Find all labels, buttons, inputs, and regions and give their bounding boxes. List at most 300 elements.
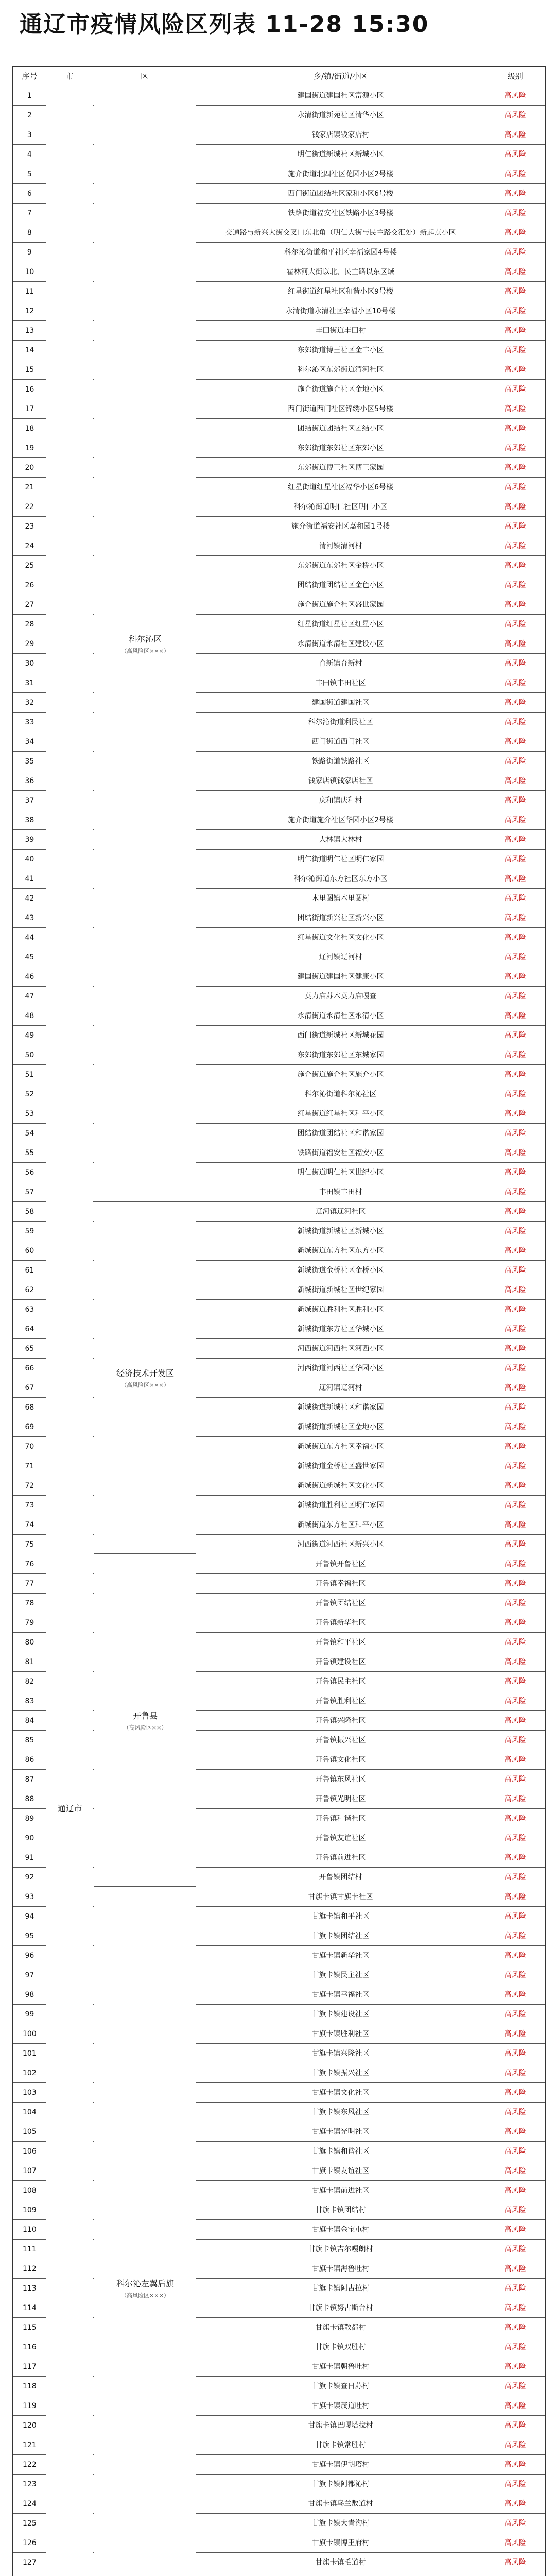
- row-level: 高风险: [504, 385, 526, 394]
- row-seq: 125: [13, 2514, 46, 2533]
- row-level: 高风险: [504, 2147, 526, 2156]
- row-level: [485, 2572, 545, 2576]
- row-seq: 48: [13, 1006, 46, 1025]
- row-seq: 1: [13, 86, 46, 105]
- row-area: 科尔沁区东郊街道清河社区: [196, 360, 486, 379]
- row-seq: 49: [13, 1026, 46, 1045]
- row-level: 高风险: [504, 972, 526, 981]
- row-area: 甘旗卡镇吉尔嘎朗村: [196, 2240, 486, 2259]
- row-area: 甘旗卡镇常胜村: [196, 2435, 486, 2454]
- row-seq: 7: [13, 204, 46, 223]
- row-area: 新城街道东方社区和平小区: [196, 1515, 486, 1534]
- row-seq: 45: [13, 947, 46, 967]
- row-seq: 62: [13, 1280, 46, 1299]
- row-level: 高风险: [504, 2421, 526, 2430]
- row-area: 甘旗卡镇和平社区: [196, 1907, 486, 1926]
- row-level: 高风险: [504, 2010, 526, 2019]
- row-area: 甘旗卡镇建设社区: [196, 2005, 486, 2024]
- district-merged-cell: [94, 1887, 196, 2576]
- row-seq: 60: [13, 1241, 46, 1260]
- row-level: 高风险: [504, 1031, 526, 1040]
- row-seq: 31: [13, 673, 46, 692]
- row-seq: 51: [13, 1065, 46, 1084]
- row-seq: 67: [13, 1378, 46, 1397]
- row-area: 铁路街道福安社区铁路小区3号楼: [196, 204, 486, 223]
- row-seq: 24: [13, 536, 46, 555]
- row-area: 建国街道建国社区富源小区: [196, 86, 486, 105]
- row-seq: 96: [13, 1946, 46, 1965]
- row-level: 高风险: [504, 874, 526, 883]
- row-area: 开鲁镇前进社区: [196, 1848, 486, 1867]
- row-area: 开鲁镇振兴社区: [196, 1731, 486, 1750]
- row-area: 明仁街道明仁社区世纪小区: [196, 1163, 486, 1182]
- row-seq: 113: [13, 2279, 46, 2298]
- row-area: 新城街道新城社区和谐家园: [196, 1398, 486, 1417]
- row-level: 高风险: [504, 1853, 526, 1862]
- row-seq: 100: [13, 2024, 46, 2043]
- col-area: 乡/镇/街道/小区: [196, 67, 486, 86]
- row-level: 高风险: [504, 2049, 526, 2058]
- row-level: 高风险: [504, 2069, 526, 2077]
- row-level: 高风险: [504, 463, 526, 472]
- row-level: 高风险: [504, 2303, 526, 2312]
- row-seq: 88: [13, 1789, 46, 1808]
- row-area: 科尔沁街道利民社区: [196, 713, 486, 732]
- row-seq: 40: [13, 850, 46, 869]
- row-area: 育新镇育新村: [196, 654, 486, 673]
- row-seq: 19: [13, 438, 46, 457]
- row-seq: 30: [13, 654, 46, 673]
- row-area: 甘旗卡镇努古斯台村: [196, 2298, 486, 2317]
- row-level: 高风险: [504, 718, 526, 726]
- row-seq: 41: [13, 869, 46, 888]
- row-area: 甘旗卡镇散都村: [196, 2318, 486, 2337]
- row-level: 高风险: [504, 1931, 526, 1940]
- row-level: 高风险: [504, 91, 526, 100]
- row-seq: 84: [13, 1711, 46, 1730]
- row-area: 科尔沁街道和平社区幸福家园4号楼: [196, 243, 486, 262]
- row-level: 高风险: [504, 2538, 526, 2547]
- row-seq: 29: [13, 634, 46, 653]
- row-level: 高风险: [504, 1560, 526, 1568]
- row-level: 高风险: [504, 502, 526, 511]
- row-level: 高风险: [504, 1462, 526, 1470]
- district-note: （高风险区××）: [123, 1724, 167, 1731]
- row-level: 高风险: [504, 561, 526, 570]
- row-seq: 21: [13, 478, 46, 497]
- row-level: 高风险: [504, 1481, 526, 1490]
- row-seq: 75: [13, 1535, 46, 1554]
- row-level: 高风险: [504, 1129, 526, 1138]
- row-area: 开鲁镇文化社区: [196, 1750, 486, 1769]
- row-area: 施介街道施介社区金地小区: [196, 380, 486, 399]
- district-note: （高风险区×××）: [121, 647, 169, 654]
- row-seq: 110: [13, 2220, 46, 2239]
- row-seq: 27: [13, 595, 46, 614]
- row-area: 新城街道金桥社区盛世家园: [196, 1456, 486, 1476]
- row-area: 科尔沁街道东方社区东方小区: [196, 869, 486, 888]
- row-level: 高风险: [504, 424, 526, 433]
- col-district: 区: [93, 67, 196, 86]
- row-seq: 95: [13, 1926, 46, 1945]
- row-area: 开鲁镇民主社区: [196, 1672, 486, 1691]
- row-seq: 103: [13, 2083, 46, 2102]
- row-area: 施介街道施介社区华园小区2号楼: [196, 810, 486, 829]
- row-seq: 5: [13, 164, 46, 183]
- row-level: 高风险: [504, 639, 526, 648]
- row-area: 建国街道建国社区: [196, 693, 486, 712]
- row-seq: 18: [13, 419, 46, 438]
- row-level: 高风险: [504, 1677, 526, 1686]
- row-area: 新城街道新城社区文化小区: [196, 1476, 486, 1495]
- row-seq: 117: [13, 2357, 46, 2376]
- row-level: 高风险: [504, 835, 526, 844]
- row-area: 团结街道团结社区团结小区: [196, 419, 486, 438]
- row-level: 高风险: [504, 2206, 526, 2214]
- row-seq: 90: [13, 1828, 46, 1848]
- row-seq: 50: [13, 1045, 46, 1064]
- row-area: 甘旗卡镇民主社区: [196, 1965, 486, 1985]
- row-level: 高风险: [504, 1109, 526, 1118]
- row-seq: 123: [13, 2475, 46, 2494]
- row-level: 高风险: [504, 522, 526, 531]
- row-level: 高风险: [504, 287, 526, 296]
- row-seq: 43: [13, 908, 46, 927]
- row-seq: 99: [13, 2005, 46, 2024]
- row-area: 甘旗卡镇朝鲁吐村: [196, 2357, 486, 2376]
- row-level: 高风险: [504, 1227, 526, 1235]
- row-area: 明仁街道新城社区新城小区: [196, 145, 486, 164]
- city-merged-cell: 通辽市: [46, 86, 93, 2576]
- row-seq: 66: [13, 1359, 46, 1378]
- row-seq: 16: [13, 380, 46, 399]
- row-area: 东郊街道博王社区博王家园: [196, 458, 486, 477]
- district-merged-cell: [94, 1554, 196, 1887]
- row-seq: 10: [13, 262, 46, 281]
- row-level: 高风险: [504, 1501, 526, 1510]
- row-seq: 80: [13, 1633, 46, 1652]
- row-area: 甘旗卡镇毛道村: [196, 2553, 486, 2572]
- row-area: 东郊街道东郊社区东城家园: [196, 1045, 486, 1064]
- row-seq: 82: [13, 1672, 46, 1691]
- row-area: 开鲁镇新华社区: [196, 1613, 486, 1632]
- row-level: 高风险: [504, 894, 526, 903]
- row-area: 开鲁镇团结社区: [196, 1594, 486, 1613]
- row-level: 高风险: [504, 2460, 526, 2469]
- row-area: 永清街道永清社区建设小区: [196, 634, 486, 653]
- row-level: 高风险: [504, 1990, 526, 1999]
- row-level: 高风险: [504, 483, 526, 492]
- district-name: 科尔沁区: [128, 634, 162, 644]
- row-level: 高风险: [504, 913, 526, 922]
- row-seq: 79: [13, 1613, 46, 1632]
- row-area: 甘旗卡镇团结社区: [196, 1926, 486, 1945]
- row-area: 甘旗卡镇大青沟村: [196, 2514, 486, 2533]
- row-level: 高风险: [504, 1207, 526, 1216]
- row-area: 甘旗卡镇团结村: [196, 2200, 486, 2219]
- row-area: 东郊街道东郊社区金桥小区: [196, 556, 486, 575]
- row-seq: 55: [13, 1143, 46, 1162]
- row-level: 高风险: [504, 953, 526, 961]
- row-area: 甘旗卡镇兴隆社区: [196, 2044, 486, 2063]
- row-level: 高风险: [504, 365, 526, 374]
- row-level: 高风险: [504, 2323, 526, 2332]
- row-area: 钱家店镇钱家店村: [196, 125, 486, 144]
- row-level: 高风险: [504, 2382, 526, 2391]
- row-seq: 36: [13, 771, 46, 790]
- row-seq: 17: [13, 399, 46, 418]
- row-area: 红星街道红星社区福华小区6号楼: [196, 478, 486, 497]
- row-seq: 65: [13, 1339, 46, 1358]
- row-level: 高风险: [504, 933, 526, 942]
- row-area: 丰田镇丰田村: [196, 1182, 486, 1201]
- row-area: 新城街道东方社区东方小区: [196, 1241, 486, 1260]
- row-area: 开鲁镇团结村: [196, 1868, 486, 1887]
- row-level: 高风险: [504, 1050, 526, 1059]
- row-level: 高风险: [504, 1951, 526, 1960]
- row-seq: 112: [13, 2259, 46, 2278]
- row-level: 高风险: [504, 1011, 526, 1020]
- row-level: 高风险: [504, 1794, 526, 1803]
- row-area: 甘旗卡镇光明社区: [196, 2122, 486, 2141]
- row-seq: 13: [13, 321, 46, 340]
- row-area: 建国街道建国社区健康小区: [196, 967, 486, 986]
- row-seq: 107: [13, 2161, 46, 2180]
- row-seq: 85: [13, 1731, 46, 1750]
- row-level: 高风险: [504, 2029, 526, 2038]
- row-seq: 38: [13, 810, 46, 829]
- row-seq: 64: [13, 1319, 46, 1338]
- row-level: 高风险: [504, 1168, 526, 1177]
- district-name: 开鲁县: [132, 1710, 158, 1721]
- row-seq: 42: [13, 889, 46, 908]
- row-seq: 57: [13, 1182, 46, 1201]
- row-area: 甘旗卡镇和谐社区: [196, 2142, 486, 2161]
- row-level: 高风险: [504, 698, 526, 707]
- row-seq: 120: [13, 2416, 46, 2435]
- row-seq: 119: [13, 2396, 46, 2415]
- row-level: 高风险: [504, 1070, 526, 1079]
- row-seq: 72: [13, 1476, 46, 1495]
- row-seq: 34: [13, 732, 46, 751]
- row-level: 高风险: [504, 267, 526, 276]
- row-area: 莫力庙苏木莫力庙嘎查: [196, 987, 486, 1006]
- row-area: 开鲁镇胜利社区: [196, 1691, 486, 1710]
- row-level: 高风险: [504, 1716, 526, 1725]
- row-level: 高风险: [504, 1364, 526, 1372]
- row-seq: 101: [13, 2044, 46, 2063]
- row-area: 永清街道永清社区幸福小区10号楼: [196, 301, 486, 320]
- row-seq: 61: [13, 1261, 46, 1280]
- row-area: 新城街道新城社区新城小区: [196, 1222, 486, 1241]
- row-level: 高风险: [504, 620, 526, 629]
- row-area: 河西街道河西社区河西小区: [196, 1339, 486, 1358]
- row-level: 高风险: [504, 2127, 526, 2136]
- district-note: （高风险区×××）: [121, 1381, 169, 1388]
- row-level: 高风险: [504, 581, 526, 589]
- row-seq: 70: [13, 1437, 46, 1456]
- row-seq: 71: [13, 1456, 46, 1476]
- row-seq: 81: [13, 1652, 46, 1671]
- row-seq: 104: [13, 2103, 46, 2122]
- row-area: 甘旗卡镇茂道吐村: [196, 2396, 486, 2415]
- row-level: 高风险: [504, 1579, 526, 1588]
- district-note: （高风险区×××）: [121, 2292, 169, 2299]
- row-level: 高风险: [504, 1599, 526, 1607]
- district-name: 经济技术开发区: [116, 1368, 174, 1378]
- page-title: 通辽市疫情风险区列表 11-28 15:30: [20, 11, 429, 38]
- row-area: 木里图镇木里图村: [196, 889, 486, 908]
- row-seq: 106: [13, 2142, 46, 2161]
- row-seq: 11: [13, 282, 46, 301]
- row-level: 高风险: [504, 2108, 526, 2116]
- row-area: 丰田镇丰田社区: [196, 673, 486, 692]
- row-seq: 78: [13, 1594, 46, 1613]
- row-seq: 44: [13, 928, 46, 947]
- row-area: 甘旗卡镇甘旗卡社区: [196, 1887, 486, 1906]
- row-area: 东郊街道东郊社区东郊小区: [196, 438, 486, 457]
- row-seq: 33: [13, 713, 46, 732]
- row-level: 高风险: [504, 1246, 526, 1255]
- row-area: 西门街道西门社区锦绣小区5号楼: [196, 399, 486, 418]
- row-level: 高风险: [504, 1285, 526, 1294]
- row-area: 甘旗卡镇双胜村: [196, 2337, 486, 2357]
- row-area: 霍林河大街以北、民主路以东区域: [196, 262, 486, 281]
- row-area: 新城街道胜利社区明仁家园: [196, 1496, 486, 1515]
- row-seq: 83: [13, 1691, 46, 1710]
- row-area: 铁路街道福安社区福安小区: [196, 1143, 486, 1162]
- row-level: 高风险: [504, 2186, 526, 2195]
- row-seq: 63: [13, 1300, 46, 1319]
- row-seq: 12: [13, 301, 46, 320]
- row-seq: 124: [13, 2494, 46, 2513]
- row-area: 红星街道红星社区和谐小区9号楼: [196, 282, 486, 301]
- row-seq: 32: [13, 693, 46, 712]
- row-area: 甘旗卡镇阿古拉村: [196, 2279, 486, 2298]
- row-level: 高风险: [504, 855, 526, 863]
- row-seq: 115: [13, 2318, 46, 2337]
- row-level: 高风险: [504, 659, 526, 668]
- row-level: 高风险: [504, 776, 526, 785]
- row-level: 高风险: [504, 326, 526, 335]
- row-level: 高风险: [504, 1834, 526, 1842]
- row-area: 红星街道文化社区文化小区: [196, 928, 486, 947]
- row-seq: 69: [13, 1417, 46, 1436]
- row-area: 开鲁镇和平社区: [196, 1633, 486, 1652]
- row-area: 新城街道胜利社区胜利小区: [196, 1300, 486, 1319]
- row-seq: 28: [13, 615, 46, 634]
- row-level: 高风险: [504, 1912, 526, 1921]
- row-level: 高风险: [504, 679, 526, 687]
- row-level: 高风险: [504, 2480, 526, 2488]
- row-seq: 86: [13, 1750, 46, 1769]
- row-area: 科尔沁街道科尔沁社区: [196, 1084, 486, 1104]
- row-area: 清河镇清河村: [196, 536, 486, 555]
- row-area: 甘旗卡镇乌兰敖道村: [196, 2494, 486, 2513]
- row-area: 科尔沁街道明仁社区明仁小区: [196, 497, 486, 516]
- row-area: 甘旗卡镇新华社区: [196, 1946, 486, 1965]
- row-level: 高风险: [504, 1442, 526, 1451]
- row-area: 开鲁镇友谊社区: [196, 1828, 486, 1848]
- row-seq: 2: [13, 106, 46, 125]
- row-level: 高风险: [504, 2519, 526, 2528]
- row-area: 河西街道河西社区华园小区: [196, 1359, 486, 1378]
- row-area: 钱家店镇钱家店社区: [196, 771, 486, 790]
- row-level: 高风险: [504, 444, 526, 452]
- row-area: 红星街道红星社区红星小区: [196, 615, 486, 634]
- row-area: 施介街道北四社区花园小区2号楼: [196, 164, 486, 183]
- row-seq: 77: [13, 1574, 46, 1593]
- row-level: 高风险: [504, 111, 526, 120]
- row-area: 施介街道福安社区嘉和园1号楼: [196, 517, 486, 536]
- row-level: 高风险: [504, 1305, 526, 1314]
- row-level: 高风险: [504, 2343, 526, 2351]
- row-level: 高风险: [504, 2401, 526, 2410]
- row-level: 高风险: [504, 541, 526, 550]
- row-level: 高风险: [504, 1638, 526, 1647]
- row-level: 高风险: [504, 130, 526, 139]
- row-area: 永清街道新苑社区清华小区: [196, 106, 486, 125]
- row-seq: 111: [13, 2240, 46, 2259]
- row-level: 高风险: [504, 2284, 526, 2293]
- row-seq: 94: [13, 1907, 46, 1926]
- row-area: 新城街道东方社区幸福小区: [196, 1437, 486, 1456]
- row-seq: 4: [13, 145, 46, 164]
- row-level: 高风险: [504, 757, 526, 766]
- row-area: 团结街道新兴社区新兴小区: [196, 908, 486, 927]
- row-area: 施介街道施介社区施介小区: [196, 1065, 486, 1084]
- row-area: 新城街道新城社区金地小区: [196, 1417, 486, 1436]
- row-level: 高风险: [504, 1755, 526, 1764]
- row-level: 高风险: [504, 228, 526, 237]
- row-level: 高风险: [504, 1090, 526, 1098]
- row-seq: 116: [13, 2337, 46, 2357]
- row-seq: 26: [13, 575, 46, 595]
- row-area: 甘旗卡镇东风社区: [196, 2103, 486, 2122]
- row-level: 高风险: [504, 1520, 526, 1529]
- row-seq: 47: [13, 987, 46, 1006]
- row-area: 河西街道河西社区新兴小区: [196, 1535, 486, 1554]
- row-level: 高风险: [504, 189, 526, 198]
- row-level: 高风险: [504, 2362, 526, 2371]
- row-area: 甘旗卡镇伊胡塔村: [196, 2455, 486, 2474]
- row-level: 高风险: [504, 209, 526, 217]
- row-area: 甘旗卡镇胜利社区: [196, 2024, 486, 2043]
- district-merged-cell: [94, 1202, 196, 1554]
- row-level: 高风险: [504, 737, 526, 746]
- row-area: 明仁街道明仁社区明仁家园: [196, 850, 486, 869]
- row-level: 高风险: [504, 2264, 526, 2273]
- row-level: 高风险: [504, 248, 526, 257]
- row-area: 团结街道团结社区和谐家园: [196, 1124, 486, 1143]
- row-area: 开鲁镇光明社区: [196, 1789, 486, 1808]
- row-seq: 73: [13, 1496, 46, 1515]
- row-seq: 22: [13, 497, 46, 516]
- row-seq: 114: [13, 2298, 46, 2317]
- row-area: 西门街道新城社区新城花园: [196, 1026, 486, 1045]
- row-area: 开鲁镇和谐社区: [196, 1809, 486, 1828]
- row-level: 高风险: [504, 600, 526, 609]
- row-seq: 39: [13, 830, 46, 849]
- table-header: [13, 67, 545, 86]
- row-area: [196, 2572, 486, 2576]
- row-level: 高风险: [504, 1892, 526, 1901]
- row-seq: 8: [13, 223, 46, 242]
- row-level: 高风险: [504, 1736, 526, 1744]
- row-seq: 68: [13, 1398, 46, 1417]
- row-area: 东郊街道博王社区金丰小区: [196, 341, 486, 360]
- row-level: 高风险: [504, 1540, 526, 1549]
